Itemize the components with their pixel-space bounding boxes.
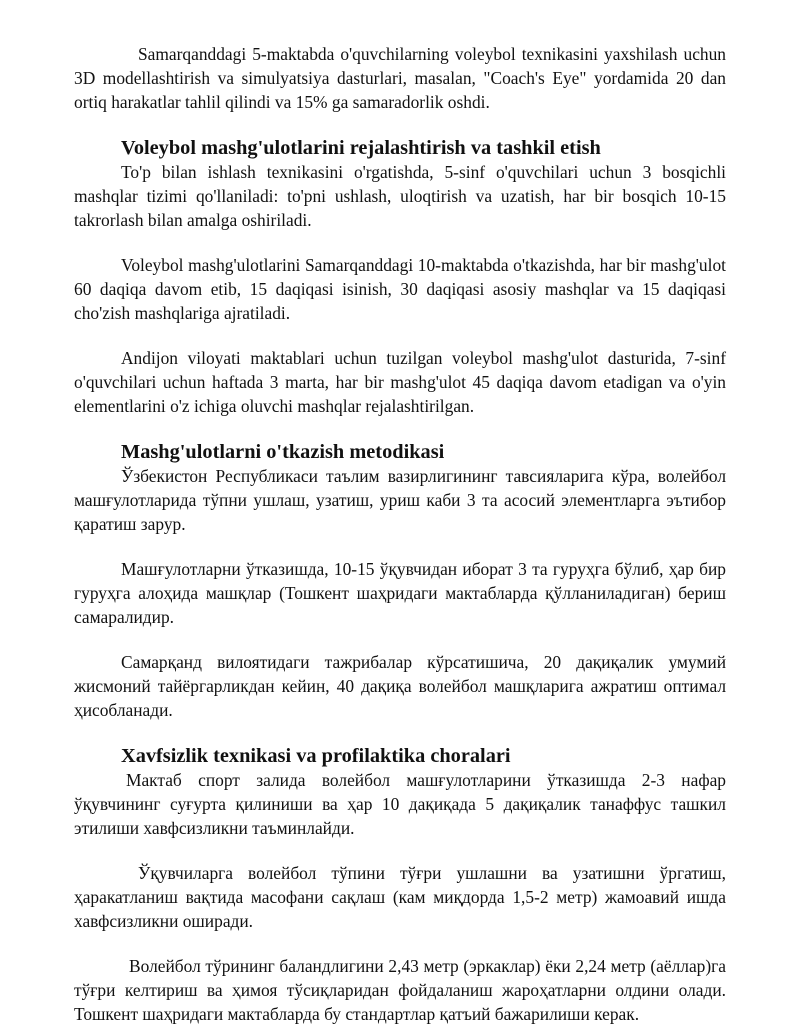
paragraph-3d-modeling: Samarqanddagi 5-maktabda o'quvchilarning voleybol texnikasini yaxshilash uchun 3D modellashtirish va simulyatsiya dasturlari, masalan, "Coach's Eye" yordamida 20 dan ortiq harakatlar tahlil qilindi va 15% ga samaradorlik oshdi. <box>74 44 726 112</box>
section-heading-planning: Voleybol mashg'ulotlarini rejalashtirish va tashkil etish <box>121 137 601 159</box>
paragraph-ball-handling: To'p bilan ishlash texnikasini o'rgatishda, 5-sinf o'quvchilari uchun 3 bosqichli mashqlar tizimi qo'llaniladi: to'pni ushlash, uloqtirish va uzatish, har bir bosqich 10-15 takrorlash bilan amalga oshiriladi. <box>74 162 726 230</box>
paragraph-group-training: Машғулотларни ўтказишда, 10-15 ўқувчидан иборат 3 та гуруҳга бўлиб, ҳар бир гуруҳга алоҳида машқлар (Тошкент шаҳридаги мактабларда қўлланиладиган) бериш самаралидир. <box>74 559 726 627</box>
paragraph-samarkand-experience: Самарқанд вилоятидаги тажрибалар кўрсатишича, 20 дақиқалик умумий жисмоний тайёргарликдан кейин, 40 дақиқа волейбол машқларига ажратиш оптимал ҳисобланади. <box>74 652 726 720</box>
section-heading-safety: Xavfsizlik texnikasi va profilaktika choralari <box>121 745 511 767</box>
section-heading-methodology: Mashg'ulotlarni o'tkazish metodikasi <box>121 441 445 463</box>
paragraph-ministry-recommendations: Ўзбекистон Республикаси таълим вазирлигининг тавсияларига кўра, волейбол машғулотларида тўпни ушлаш, узатиш, уриш каби 3 та асосий элементларга эътибор қаратиш зарур. <box>74 466 726 534</box>
paragraph-andijan-program: Andijon viloyati maktablari uchun tuzilgan voleybol mashg'ulot dasturida, 7-sinf o'quvchilari uchun haftada 3 marta, har bir mashg'ulot 45 daqiqa davom etadigan va o'yin elementlarini o'z ichiga oluvchi mashqlar rejalashtirilgan. <box>74 348 726 416</box>
document-page <box>74 42 726 1026</box>
paragraph-distance-safety: Ўқувчиларга волейбол тўпини тўғри ушлашни ва узатишни ўргатиш, ҳаракатланиш вақтида масофани сақлаш (кам миқдорда 1,5-2 метр) жамоавий ишда хавфсизликни оширади. <box>74 863 726 931</box>
paragraph-net-height: Волейбол тўрининг баландлигини 2,43 метр (эркаклар) ёки 2,24 метр (аёллар)га тўғри келтириш ва ҳимоя тўсиқларидан фойдаланиш жароҳатларни олдини олади. Тошкент шаҳридаги мактабларда бу стандартлар қатъий бажарилиши керак. <box>74 956 726 1024</box>
paragraph-insurance-breaks: Мактаб спорт залида волейбол машғулотларини ўтказишда 2-3 нафар ўқувчининг суғурта қилиниши ва ҳар 10 дақиқада 5 дақиқалик танаффус ташкил этилиши хавфсизликни таъминлайди. <box>74 770 726 838</box>
paragraph-samarkand-school-10: Voleybol mashg'ulotlarini Samarqanddagi 10-maktabda o'tkazishda, har bir mashg'ulot 60 daqiqa davom etib, 15 daqiqasi isinish, 30 daqiqasi asosiy mashqlar va 15 daqiqasi cho'zish mashqlariga ajratiladi. <box>74 255 726 323</box>
